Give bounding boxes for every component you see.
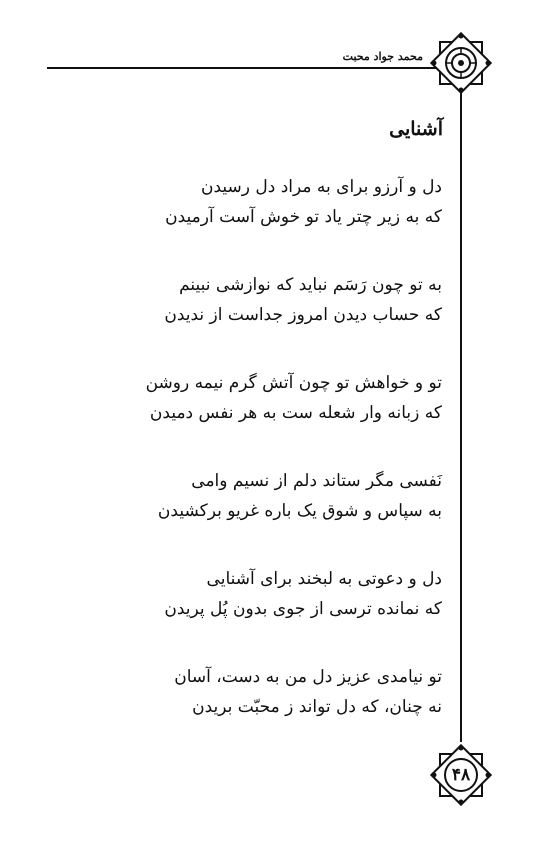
verse-line: به تو چون رَسَم نباید که نوازشی نبینم [179,275,442,295]
poem-title: آشنایی [389,118,443,140]
stanza [122,368,442,466]
stanza [122,662,442,760]
stanza [122,270,442,368]
verse-line: نَفسی مگر ستاند دلم از نسیم وامی [191,471,442,491]
running-head-author: محمد جواد محبت [342,50,423,63]
verse-line: که به زیر چتر یاد تو خوش آست آرمیدن [165,207,442,227]
verse-line: که زبانه وار شعله ست به هر نفس دمیدن [149,403,442,423]
verse-line: تو نیامدی عزیز دل من به دست، آسان [174,667,442,687]
poem-body [122,172,442,760]
header-rule [47,67,437,69]
verse-line: به سپاس و شوق یک باره غریو برکشیدن [157,501,442,521]
stanza [122,172,442,270]
page-number: ۴۸ [451,764,471,785]
stanza [122,466,442,564]
verse-line: تو و خواهش تو چون آتش گرم نیمه روشن [145,373,442,393]
verse-line: که حساب دیدن امروز جداست از ندیدن [164,305,442,325]
verse-line: دل و دعوتی به لبخند برای آشنایی [206,569,442,589]
margin-rule [460,92,462,742]
rosette-ornament-icon [428,30,494,96]
stanza [122,564,442,662]
verse-line: دل و آرزو برای به مراد دل رسیدن [201,177,442,197]
verse-line: نه چنان، که دل تواند ز محبّت بریدن [192,697,442,717]
verse-line: که نمانده ترسی از جوی بدون پُل پریدن [164,599,442,619]
